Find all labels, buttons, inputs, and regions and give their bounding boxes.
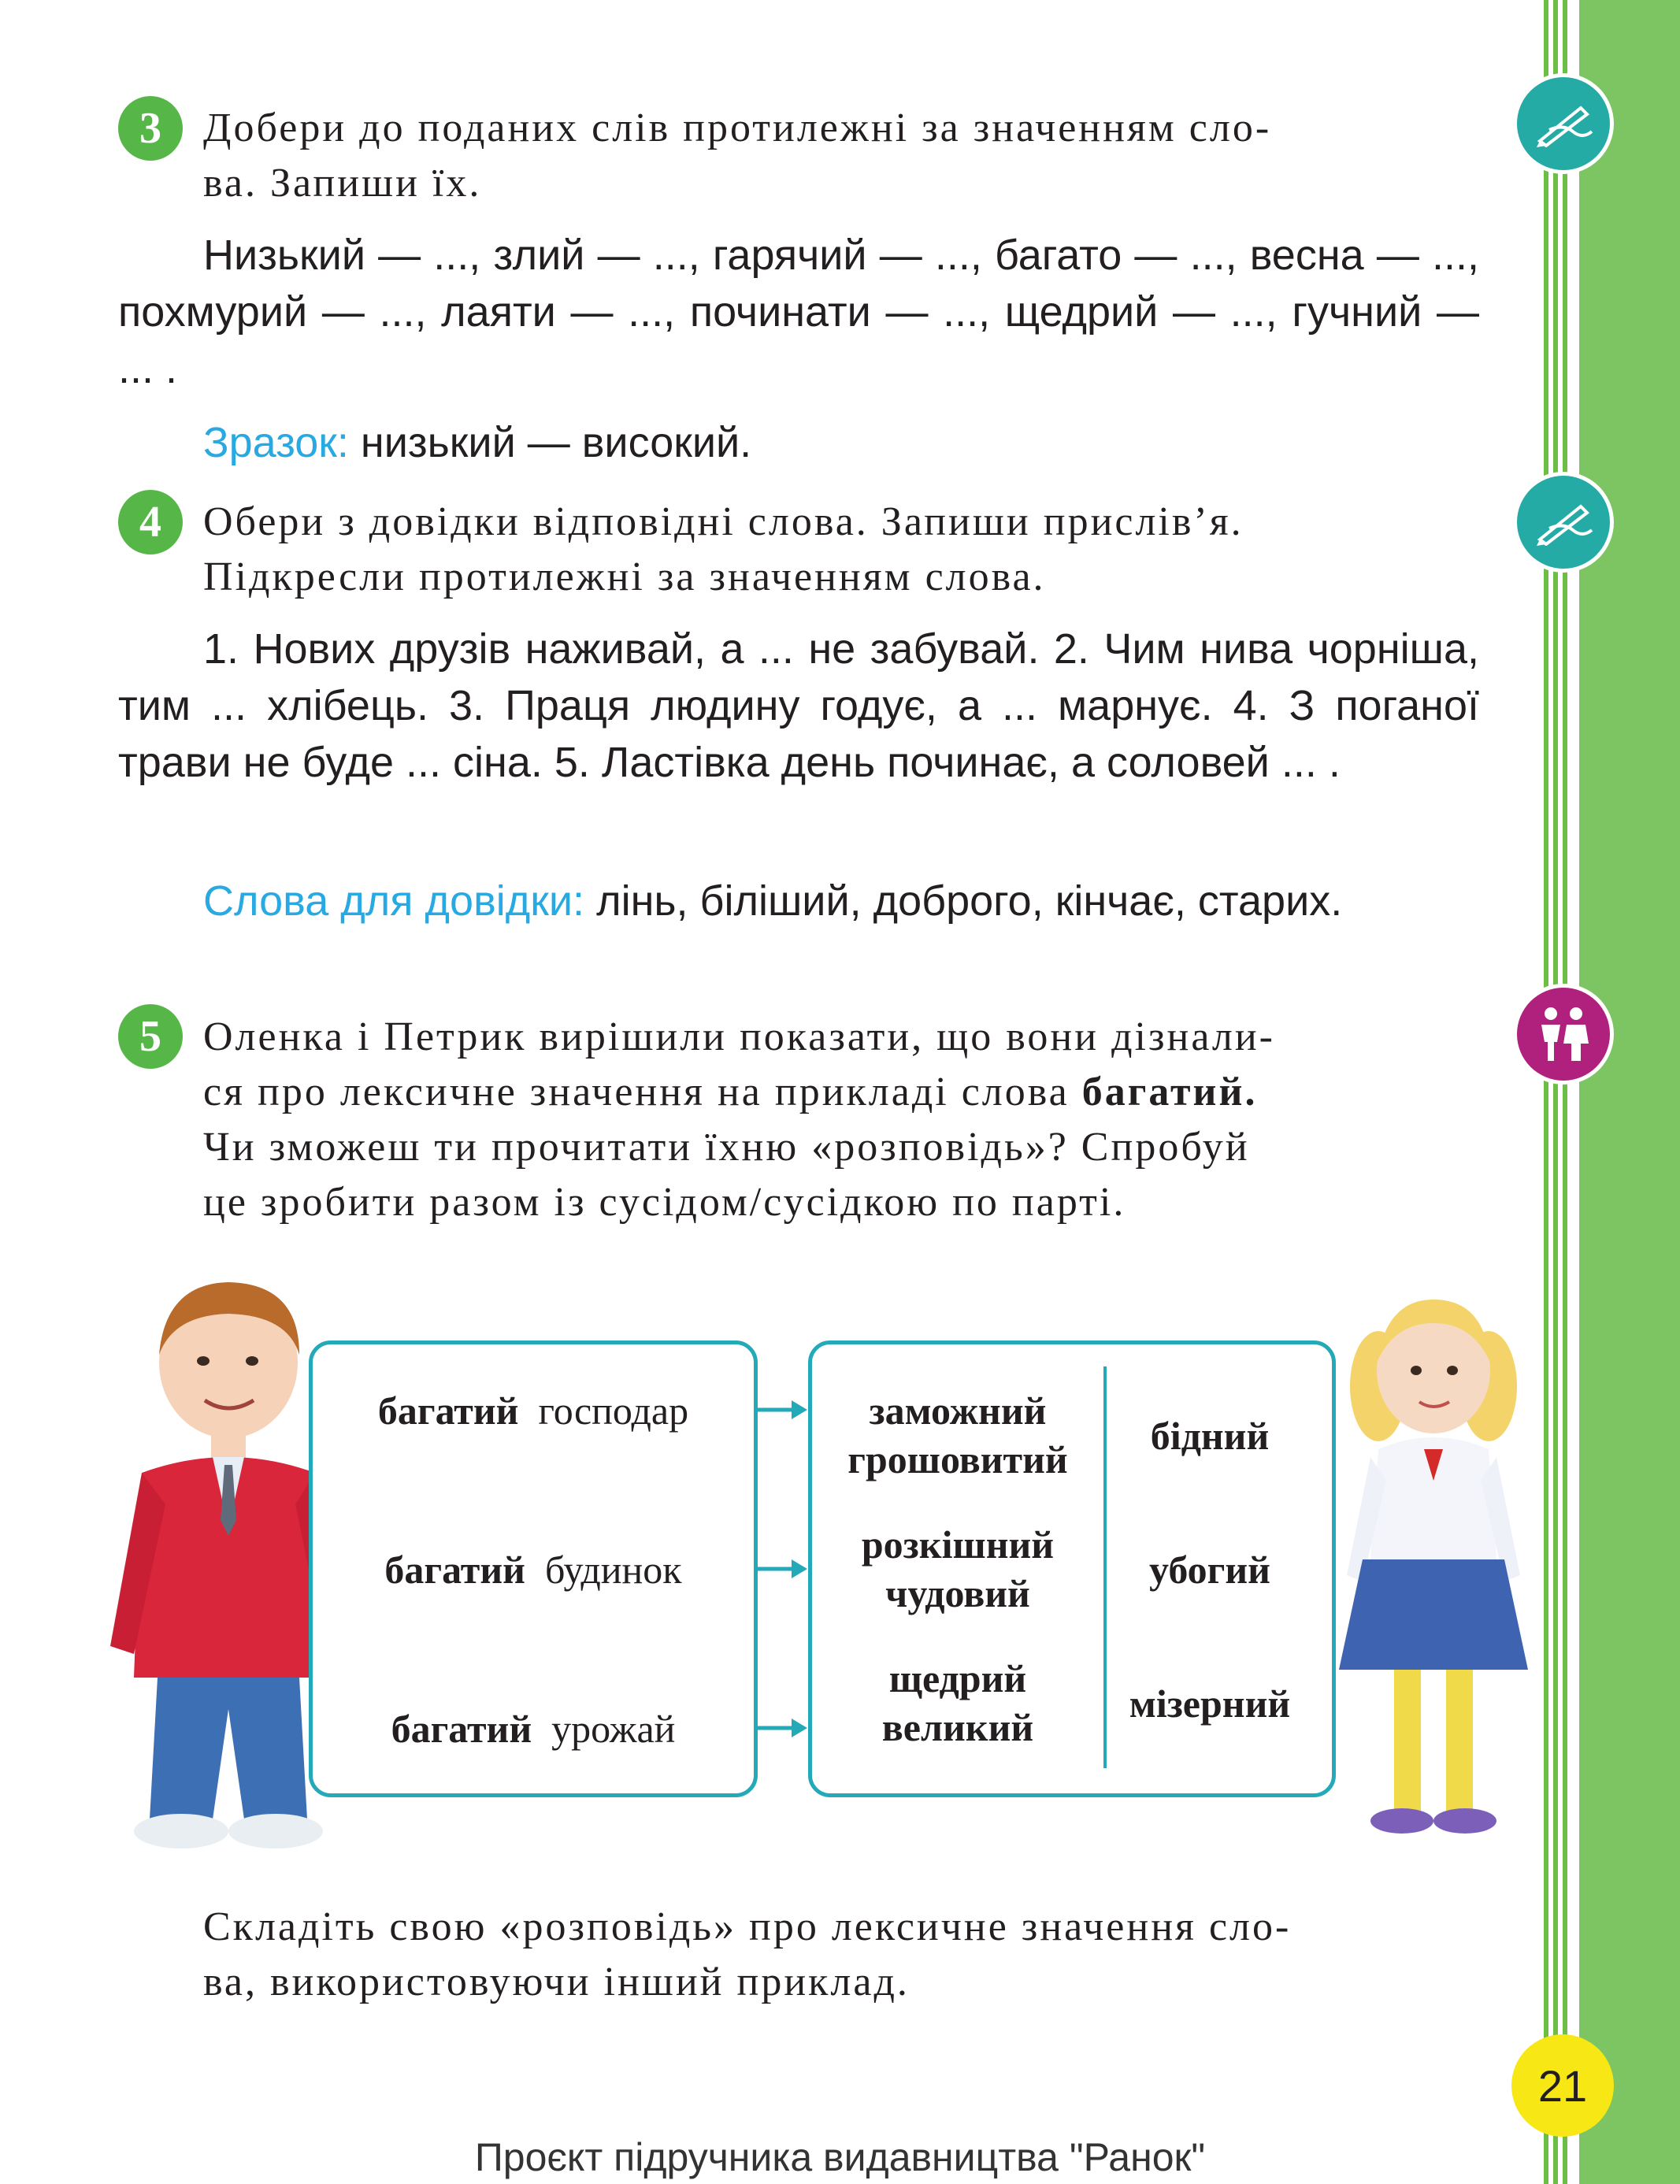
antonym-2-text: убогий <box>1148 1548 1270 1592</box>
task-number-4: 4 <box>118 490 183 554</box>
task5-line3: Чи зможеш ти прочитати їхню «розповідь»? Спробуй <box>203 1125 1250 1170</box>
pair-work-icon <box>1517 988 1610 1081</box>
task4-instruction-line1: Обери з довідки відповідні слова. Запиши прислів’я. <box>203 499 1244 544</box>
antonym-3-text: мізерний <box>1129 1682 1291 1726</box>
task3-instruction-line2: ва. Запиши їх. <box>203 161 482 206</box>
task5-final-instruction <box>203 1900 1479 2010</box>
synonym-1a: заможний <box>869 1389 1047 1433</box>
task5-line2-bold: багатий. <box>1081 1070 1258 1114</box>
antonym-1 <box>1107 1411 1313 1460</box>
task4-instruction <box>203 495 1479 605</box>
task4-instruction-line2: Підкресли протилежні за значенням слова. <box>203 554 1046 599</box>
task3-instruction-line1: Добери до поданих слів протилежні за значенням сло- <box>203 106 1272 150</box>
task5-final-line1: Складіть свою «розповідь» про лексичне значення сло- <box>203 1904 1292 1949</box>
sample-label: Зразок: <box>203 419 349 466</box>
collocation-3-word: урожай <box>551 1707 676 1751</box>
arrow-right-icon <box>754 1712 809 1744</box>
footer-text: Проєкт підручника видавництва "Ранок" <box>474 2135 1206 2179</box>
task-number-5: 5 <box>118 1004 183 1069</box>
collocation-3-bold: багатий <box>391 1707 532 1751</box>
task3-instruction <box>203 101 1479 211</box>
synonym-1b: грошовитий <box>847 1437 1068 1481</box>
girl-illustration <box>1331 1292 1536 1843</box>
synonyms-2 <box>812 1520 1103 1618</box>
task5-line1: Оленка і Петрик вирішили показати, що вони дізнали- <box>203 1014 1275 1059</box>
task4-exercise-text: 1. Нових друзів наживай, а ... не забувай. 2. Чим нива чорніша, тим ... хлібець. 3. Праця людину годує, а ... марнує. 4. З поганої трави не буде ... сіна. 5. Ластівка день починає, а соловей ... . <box>118 625 1479 786</box>
sample-text: низький — високий. <box>360 419 752 466</box>
arrow-right-icon <box>754 1553 809 1585</box>
antonym-2 <box>1107 1545 1313 1594</box>
collocation-1-bold: багатий <box>377 1389 519 1433</box>
collocation-2 <box>309 1545 758 1594</box>
task4-exercise <box>118 621 1479 791</box>
help-words: лінь, біліший, доброго, кінчає, старих. <box>596 877 1343 925</box>
synonym-3b: великий <box>881 1705 1034 1749</box>
synonym-2b: чудовий <box>885 1571 1030 1615</box>
antonym-1-text: бідний <box>1150 1414 1270 1458</box>
synonyms-1 <box>812 1386 1103 1484</box>
pencil-write-icon <box>1517 476 1610 569</box>
task5-line2-text: ся про лексичне значення на прикладі слова <box>203 1070 1082 1114</box>
collocation-1-word: господар <box>538 1389 689 1433</box>
arrow-right-icon <box>754 1394 809 1426</box>
task5-line4: це зробити разом із сусідом/сусідкою по парті. <box>203 1180 1126 1225</box>
task5-instruction <box>203 1010 1479 1230</box>
synonyms-3 <box>812 1654 1103 1752</box>
side-decoration-lines <box>1544 0 1574 2184</box>
task3-exercise <box>118 227 1479 397</box>
side-green-band <box>1579 0 1680 2184</box>
synonym-2a: розкішний <box>861 1522 1055 1567</box>
task5-line2 <box>203 1065 1479 1120</box>
synonym-3a: щедрий <box>888 1656 1027 1700</box>
pencil-write-icon <box>1517 77 1610 170</box>
task3-exercise-text: Низький — ..., злий — ..., гарячий — ..., багато — ..., весна — ..., похмурий — ..., лаяти — ..., починати — ..., щедрий — ..., гучний — ... . <box>118 232 1479 392</box>
collocation-3 <box>309 1704 758 1753</box>
collocation-2-bold: багатий <box>384 1548 525 1592</box>
collocation-1 <box>309 1386 758 1435</box>
task4-help <box>118 873 1479 929</box>
task-number-3: 3 <box>118 96 183 161</box>
task3-sample <box>118 414 1479 471</box>
antonym-3 <box>1107 1679 1313 1728</box>
collocation-2-word: будинок <box>544 1548 682 1592</box>
page-number: 21 <box>1511 2034 1614 2137</box>
help-label: Слова для довідки: <box>203 877 585 925</box>
task5-final-line2: ва, використовуючи інший приклад. <box>203 1960 910 2004</box>
